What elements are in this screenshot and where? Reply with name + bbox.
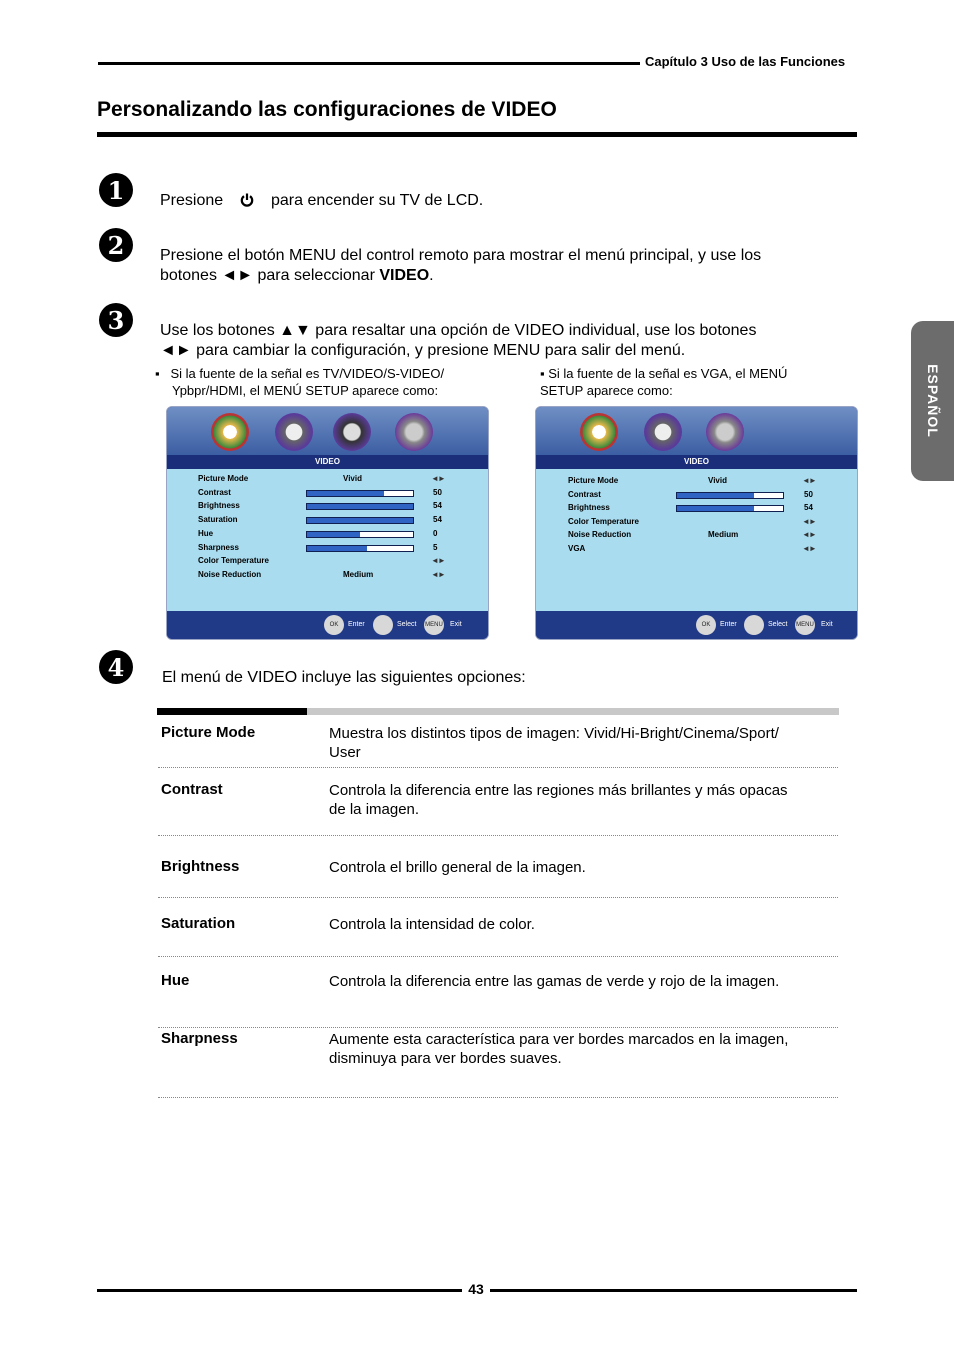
step-1-text xyxy=(160,191,483,211)
osd-row-value: Vivid xyxy=(343,474,362,483)
step-3-line1: Use los botones ▲▼ para resaltar una opción de VIDEO individual, use los botones xyxy=(160,322,757,339)
title-rule xyxy=(97,132,857,137)
step-2-line2-pre: botones ◄► para seleccionar xyxy=(160,267,380,284)
option-term: Saturation xyxy=(161,915,236,932)
audio-icon xyxy=(644,413,682,451)
step-4-number: 4 xyxy=(99,650,133,684)
step-2-line2-post: . xyxy=(429,267,434,284)
step-1-post: para encender su TV de LCD. xyxy=(270,192,484,209)
left-right-arrows-icon: ◄► xyxy=(431,556,445,566)
osd-row-value: 54 xyxy=(433,515,442,525)
osd-row-label: Color Temperature xyxy=(568,516,639,526)
note-right-line1: ▪ Si la fuente de la señal es VGA, el MENÚ xyxy=(540,366,788,381)
option-description: Aumente esta característica para ver bordes marcados en la imagen, disminuya para ver bordes suaves. xyxy=(329,1031,789,1067)
table-header-dark xyxy=(157,708,307,715)
header-rule xyxy=(98,62,640,65)
osd-footer xyxy=(167,611,488,639)
osd-row-label: Sharpness xyxy=(198,542,239,552)
footer-rule-left xyxy=(97,1289,462,1292)
osd-row-label: Saturation xyxy=(198,515,238,525)
osd-row-value: Medium xyxy=(708,530,739,540)
audio-icon xyxy=(275,413,313,451)
option-term: Hue xyxy=(161,972,190,989)
osd-slider xyxy=(306,490,414,497)
option-description: Muestra los distintos tipos de imagen: Vivid/Hi-Bright/Cinema/Sport/ User xyxy=(329,725,779,761)
osd-slider xyxy=(306,503,414,510)
tv-antenna-icon xyxy=(333,413,371,451)
step-3-number: 3 xyxy=(99,303,133,337)
dpad-icon xyxy=(373,615,393,635)
row-divider xyxy=(158,1097,838,1098)
osd-slider xyxy=(676,505,784,512)
step-2-line2 xyxy=(160,266,761,286)
osd-row-label: Contrast xyxy=(198,487,231,497)
osd-icon-strip xyxy=(536,407,857,455)
osd-menu-body xyxy=(167,469,488,611)
row-divider xyxy=(158,1027,838,1028)
option-description: Controla la intensidad de color. xyxy=(329,916,535,933)
left-right-arrows-icon: ◄► xyxy=(431,569,445,579)
osd-row-value: Vivid xyxy=(708,476,727,485)
left-right-arrows-icon: ◄► xyxy=(802,516,816,526)
osd-row-label: Contrast xyxy=(568,489,601,499)
left-right-arrows-icon: ◄► xyxy=(802,544,816,553)
osd-row-value: 50 xyxy=(433,487,442,497)
exit-label: Exit xyxy=(450,621,462,628)
osd-slider xyxy=(676,492,784,499)
osd-row-label: Brightness xyxy=(568,503,610,513)
note-left-line2: Ypbpr/HDMI, el MENÚ SETUP aparece como: xyxy=(172,383,439,398)
ok-button-icon: OK xyxy=(324,615,344,635)
osd-slider xyxy=(306,545,414,552)
step-2-line1: Presione el botón MENU del control remoto para mostrar el menú principal, y use los xyxy=(160,247,762,264)
osd-row-label: VGA xyxy=(568,544,586,553)
osd-menu-body xyxy=(536,469,857,611)
osd-row-label: Hue xyxy=(198,528,214,538)
step-3-line2: ◄► para cambiar la configuración, y presione MENU para salir del menú. xyxy=(160,342,686,359)
step-3-text xyxy=(160,321,756,361)
osd-row-value: 50 xyxy=(804,489,813,499)
language-tab xyxy=(911,321,954,481)
step-1-pre: Presione xyxy=(160,192,224,209)
language-tab-label: ESPAÑOL xyxy=(924,364,941,438)
row-divider xyxy=(158,897,838,898)
option-term: Picture Mode xyxy=(161,724,256,741)
osd-title-bar: VIDEO xyxy=(536,455,857,469)
picture-icon xyxy=(580,413,618,451)
row-divider xyxy=(158,956,838,957)
osd-row-value: 54 xyxy=(804,503,813,513)
option-description: Controla la diferencia entre las gamas de verde y rojo de la imagen. xyxy=(329,973,780,990)
osd-screen-tv xyxy=(166,406,489,640)
note-left-line1: Si la fuente de la señal es TV/VIDEO/S-VIDEO/ xyxy=(170,366,445,381)
option-term: Brightness xyxy=(161,858,240,875)
picture-icon xyxy=(211,413,249,451)
osd-row-value: 54 xyxy=(433,501,442,511)
page-title: Personalizando las configuraciones de VIDEO xyxy=(97,98,557,121)
osd-slider xyxy=(306,531,414,538)
osd-row-label: Brightness xyxy=(198,501,240,511)
option-description: Controla la diferencia entre las regiones más brillantes y más opacas de la imagen. xyxy=(329,782,788,818)
left-right-arrows-icon: ◄► xyxy=(802,476,816,485)
osd-row-value: Medium xyxy=(343,569,374,579)
osd-row-label: Noise Reduction xyxy=(568,530,632,540)
left-right-arrows-icon: ◄► xyxy=(802,530,816,540)
left-right-arrows-icon: ◄► xyxy=(431,474,445,483)
note-left-bullet: ▪ xyxy=(155,366,160,381)
osd-row-label: Picture Mode xyxy=(568,476,619,485)
osd-row-value: 0 xyxy=(433,528,438,538)
note-right-line2: SETUP aparece como: xyxy=(540,383,673,398)
enter-label: Enter xyxy=(348,621,365,628)
select-label: Select xyxy=(397,621,417,628)
chapter-header: Capítulo 3 Uso de las Funciones xyxy=(645,54,846,69)
osd-row-label: Picture Mode xyxy=(198,474,249,483)
select-label: Select xyxy=(768,621,788,628)
row-divider xyxy=(158,835,838,836)
step-2-text xyxy=(160,246,761,286)
osd-footer xyxy=(536,611,857,639)
osd-icon-strip xyxy=(167,407,488,455)
footer-rule-right xyxy=(490,1289,857,1292)
option-term: Sharpness xyxy=(161,1030,238,1047)
note-right xyxy=(540,365,787,399)
menu-button-icon: MENU xyxy=(795,615,815,635)
osd-row-value: 5 xyxy=(433,542,438,552)
step-2-number: 2 xyxy=(99,228,133,262)
row-divider xyxy=(158,767,838,768)
osd-row-label: Noise Reduction xyxy=(198,569,262,579)
menu-button-icon: MENU xyxy=(424,615,444,635)
page-number: 43 xyxy=(468,1281,484,1297)
setup-icon xyxy=(706,413,744,451)
enter-label: Enter xyxy=(720,621,737,628)
step-1-number: 1 xyxy=(99,173,133,207)
osd-slider xyxy=(306,517,414,524)
option-description: Controla el brillo general de la imagen. xyxy=(329,859,586,876)
option-term: Contrast xyxy=(161,781,223,798)
ok-button-icon: OK xyxy=(696,615,716,635)
note-left xyxy=(155,365,444,399)
step-2-line2-bold: VIDEO xyxy=(379,267,430,284)
table-header-light xyxy=(307,708,839,715)
osd-title-bar: VIDEO xyxy=(167,455,488,469)
dpad-icon xyxy=(744,615,764,635)
power-icon xyxy=(240,193,254,207)
step-4-text: El menú de VIDEO incluye las siguientes opciones: xyxy=(162,669,526,686)
osd-screen-vga xyxy=(535,406,858,640)
setup-icon xyxy=(395,413,433,451)
exit-label: Exit xyxy=(821,621,833,628)
osd-row-label: Color Temperature xyxy=(198,556,269,566)
